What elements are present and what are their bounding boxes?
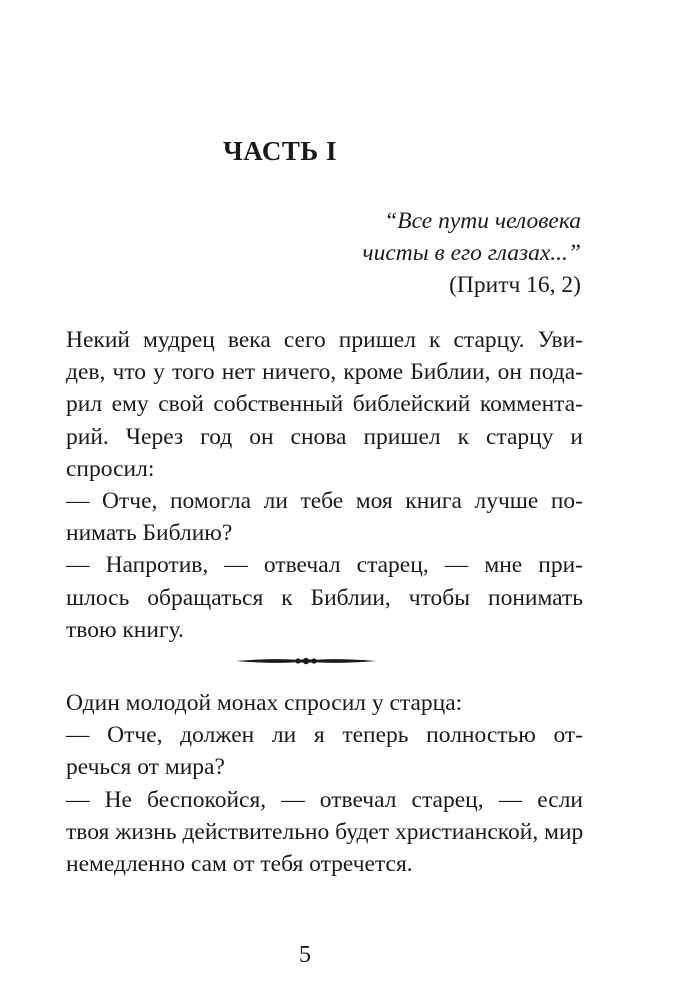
story-2-line: твоя жизнь действительно будет христианской, мир (66, 818, 584, 845)
ornamental-divider (236, 656, 376, 666)
story-2 (66, 687, 583, 880)
story-2-line: Один молодой монах спросил у старца: (66, 690, 463, 716)
story-2-line: — Не беспокойся, — отвечал старец, — если (66, 786, 583, 813)
epigraph-reference: (Притч 16, 2) (449, 272, 581, 298)
story-2-line: — Отче, должен ли я теперь полностью от- (66, 722, 583, 749)
story-2-line: речься от мира? (66, 754, 225, 781)
story-1-line: — Отче, помогла ли тебе моя книга лучше по- (66, 488, 583, 515)
page-number: 5 (299, 942, 311, 968)
story-1-line: рил ему свой собственный библейский коммента- (66, 391, 583, 418)
story-1-line: дев, что у того нет ничего, кроме Библии, он пода- (66, 359, 583, 386)
story-1 (66, 324, 583, 646)
story-1-line: нимать Библию? (66, 520, 233, 547)
story-1-line: — Напротив, — отвечал старец, — мне при- (66, 552, 583, 579)
part-title: ЧАСТЬ I (222, 136, 338, 166)
story-1-line: шлось обращаться к Библии, чтобы понимать (66, 584, 583, 611)
epigraph (161, 205, 581, 301)
story-1-line: Некий мудрец века сего пришел к старцу. Уви- (66, 327, 583, 353)
story-1-line: рий. Через год он снова пришел к старцу и (66, 423, 583, 450)
epigraph-quote-line-1: “Все пути человека (384, 208, 581, 234)
story-2-line: немедленно сам от тебя отречется. (66, 851, 413, 878)
story-1-line: твою книгу. (66, 616, 184, 643)
story-1-line: спросил: (66, 455, 155, 482)
epigraph-quote-line-2: чисты в его глазах...” (362, 240, 581, 266)
